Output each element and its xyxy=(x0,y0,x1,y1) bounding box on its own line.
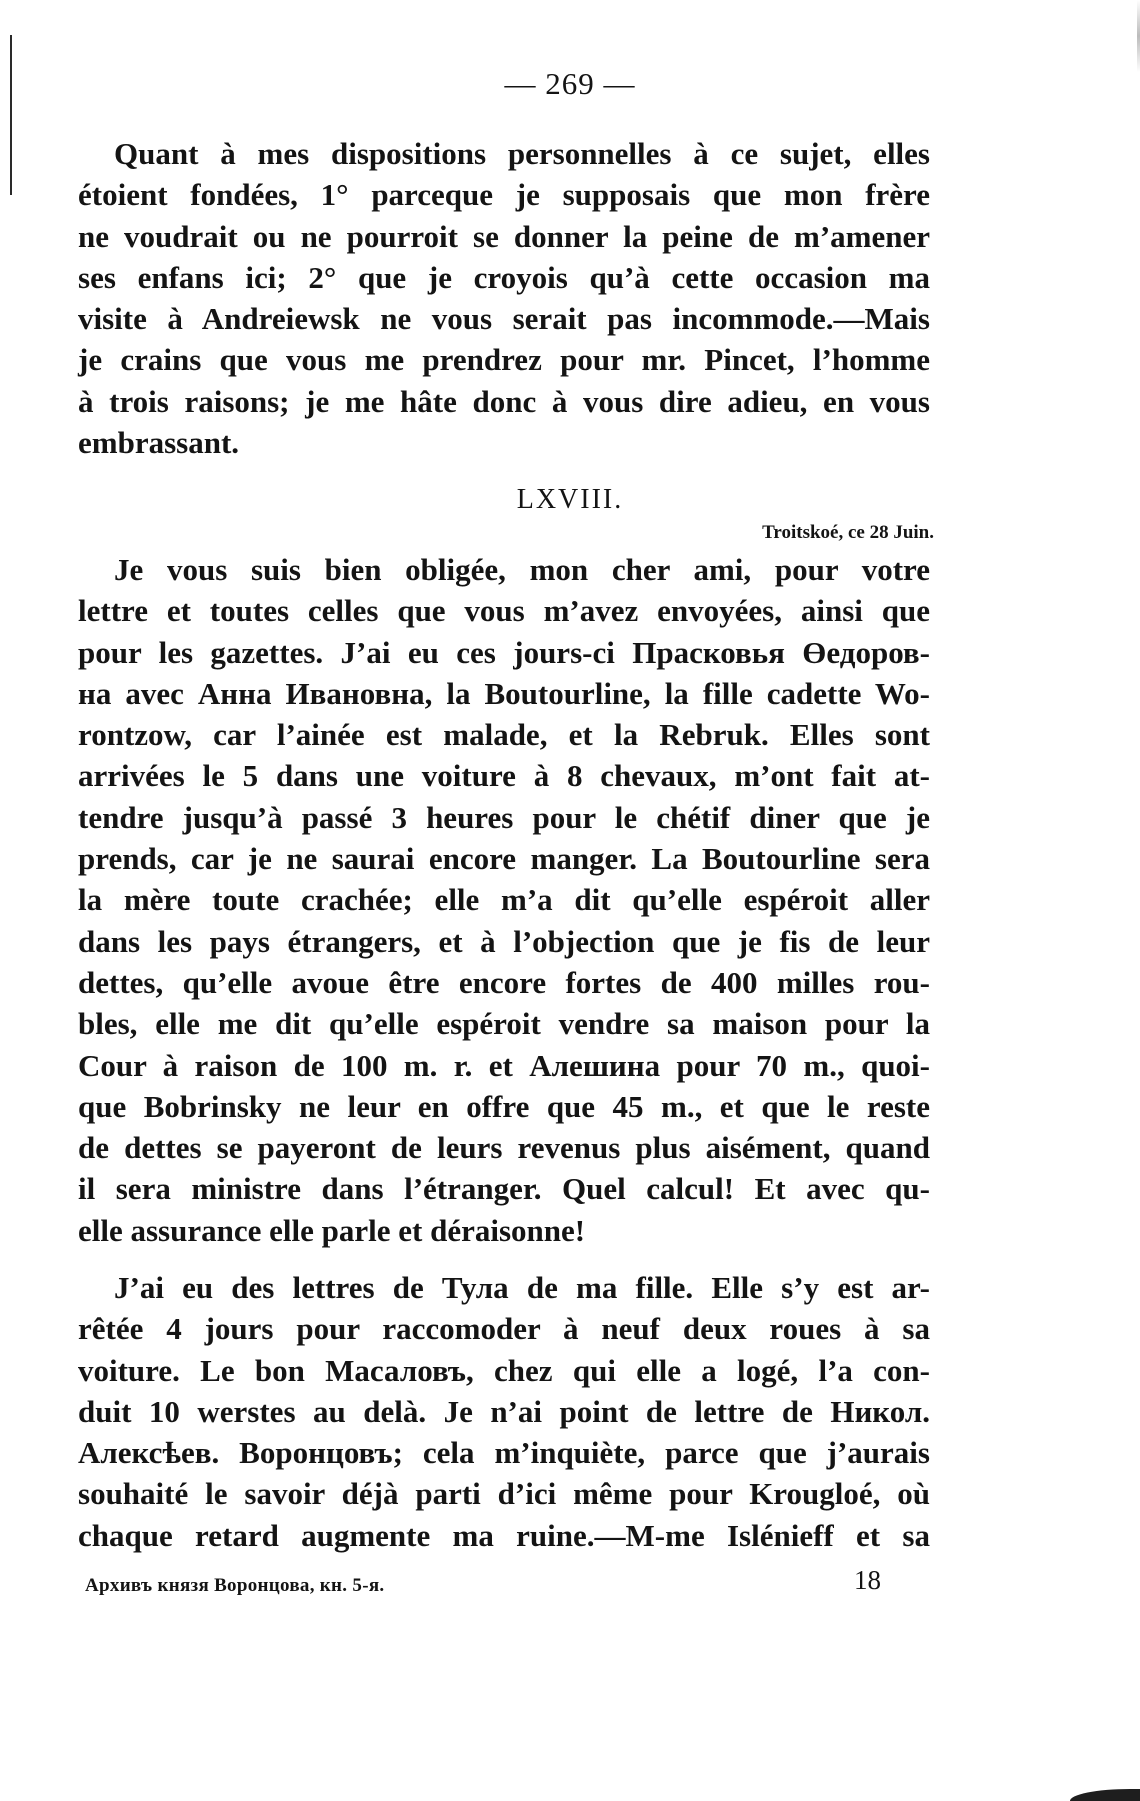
text-line: il sera ministre dans l’étranger. Quel calcul! Et avec qu- xyxy=(78,1171,930,1207)
scan-edge-mark xyxy=(10,35,12,195)
text-line: ne voudrait ou ne pourroit se donner la peine de m’amener xyxy=(78,218,930,254)
text-line: que Bobrinsky ne leur en offre que 45 m., et que le reste xyxy=(78,1088,930,1124)
text-line: la mère toute crachée; elle m’a dit qu’elle espéroit aller xyxy=(78,882,930,918)
text-line: voiture. Le bon Масаловъ, chez qui elle a logé, l’a con- xyxy=(78,1352,930,1388)
text-line: dans les pays étrangers, et à l’objection que je fis de leur xyxy=(78,923,930,959)
text-line: visite à Andreiewsk ne vous serait pas incommode.—Mais xyxy=(78,301,930,337)
page-corner-mark xyxy=(1070,1789,1140,1801)
text-line: elle assurance elle parle et déraisonne! xyxy=(78,1212,586,1248)
text-line: pour les gazettes. J’ai eu ces jours-ci Прасковья Өедоров- xyxy=(78,634,930,670)
text-line: à trois raisons; je me hâte donc à vous dire adieu, en vous xyxy=(78,383,930,419)
text-line: Je vous suis bien obligée, mon cher ami, pour votre xyxy=(114,552,930,587)
text-line: prends, car je ne saurai encore manger. La Boutourline sera xyxy=(78,841,930,877)
text-line: embrassant. xyxy=(78,425,240,461)
text-line: Cour à raison de 100 m. r. et Алешина pour 70 m., quoi- xyxy=(78,1047,930,1083)
text-line: souhaité le savoir déjà parti d’ici même pour Krougloé, où xyxy=(78,1476,930,1512)
page-number: — 269 — xyxy=(504,66,636,101)
text-line: ses enfans ici; 2° que je croyois qu’à cette occasion ma xyxy=(78,259,930,295)
text-line: rontzow, car l’ainée est malade, et la Rebruk. Elles sont xyxy=(78,717,930,753)
text-line: J’ai eu des lettres de Тула de ma fille. Elle s’y est ar- xyxy=(114,1270,930,1305)
letter-dateline: Troitskoé, ce 28 Juin. xyxy=(762,522,934,543)
text-line: de dettes se payeront de leurs revenus plus aisément, quand xyxy=(78,1130,930,1166)
footer-archive-reference: Архивъ князя Воронцова, кн. 5-я. xyxy=(85,1575,385,1596)
text-line: étoient fondées, 1° parceque je supposais que mon frère xyxy=(78,177,930,213)
letter-paragraph-1 xyxy=(78,549,930,1251)
text-line: Quant à mes dispositions personnelles à ce sujet, elles xyxy=(114,136,930,171)
paragraph-continuation xyxy=(78,133,930,463)
text-line: chaque retard augmente ma ruine.—M-me Islénieff et sa xyxy=(78,1517,930,1553)
signature-number: 18 xyxy=(854,1565,881,1595)
text-line: bles, elle me dit qu’elle espéroit vendre sa maison pour la xyxy=(78,1006,930,1042)
text-line: je crains que vous me prendrez pour mr. Pincet, l’homme xyxy=(78,342,930,378)
text-line: duit 10 werstes au delà. Je n’ai point de lettre de Никол. xyxy=(78,1393,930,1429)
text-line: rêtée 4 jours pour raccomoder à neuf deux roues à sa xyxy=(78,1311,930,1347)
text-line: Алексѣев. Воронцовъ; cela m’inquiète, parce que j’aurais xyxy=(78,1435,930,1471)
text-line: lettre et toutes celles que vous m’avez envoyées, ainsi que xyxy=(78,593,930,629)
text-line: dettes, qu’elle avoue être encore fortes de 400 milles rou- xyxy=(78,964,930,1000)
letter-paragraph-2 xyxy=(78,1267,930,1556)
text-line: на avec Анна Ивановна, la Boutourline, la fille cadette Wo- xyxy=(78,675,930,711)
text-line: arrivées le 5 dans une voiture à 8 chevaux, m’ont fait at- xyxy=(78,758,930,794)
letter-number-heading: LXVIII. xyxy=(516,484,624,515)
text-line: tendre jusqu’à passé 3 heures pour le chétif diner que je xyxy=(78,799,930,835)
